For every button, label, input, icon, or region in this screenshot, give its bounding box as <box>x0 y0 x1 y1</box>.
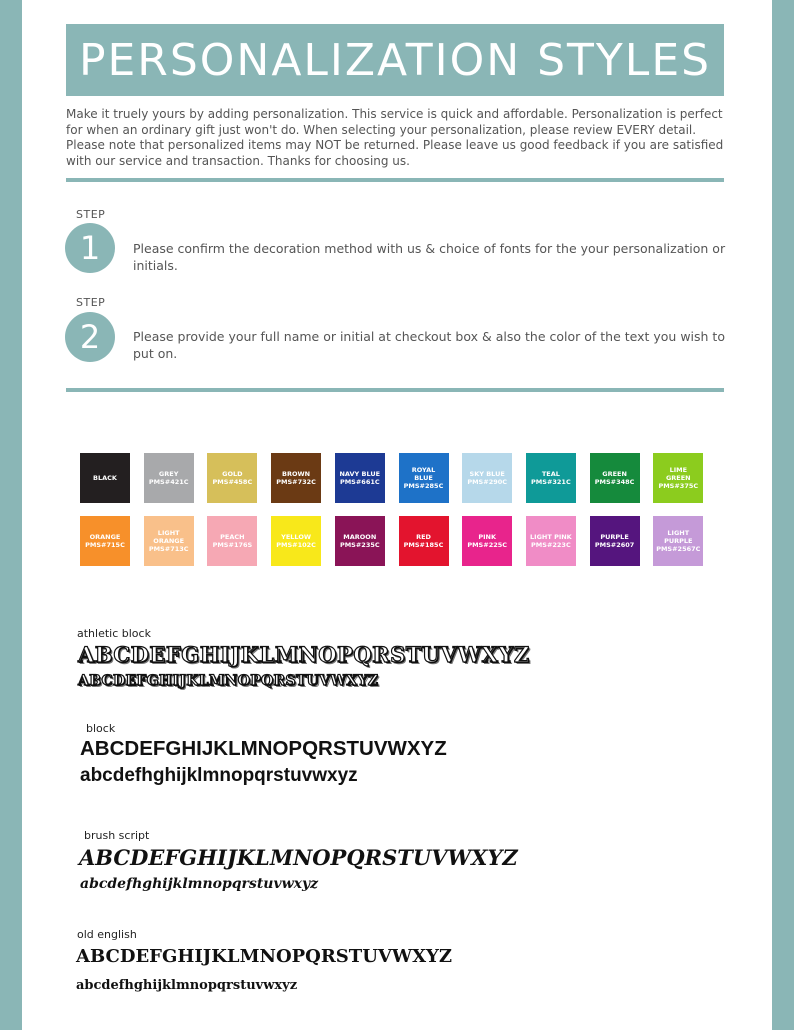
color-swatch <box>462 516 512 566</box>
color-pms-code: PMS#225C <box>467 541 508 549</box>
color-swatch-label <box>653 466 703 490</box>
color-swatch-label <box>209 533 257 549</box>
color-swatch-label <box>81 533 129 549</box>
color-name: YELLOW <box>281 533 312 541</box>
color-swatch <box>144 516 194 566</box>
color-swatch-label <box>463 470 511 486</box>
color-pms-code: PMS#348C <box>594 478 635 486</box>
page-title: PERSONALIZATION STYLES <box>78 34 712 86</box>
color-swatch <box>653 453 703 503</box>
color-pms-code: PMS#732C <box>276 478 316 486</box>
color-swatch <box>335 516 385 566</box>
color-swatch <box>526 516 576 566</box>
step-1-text: Please confirm the decoration method with us & choice of fonts for the your personalization or initials. <box>133 241 726 273</box>
color-name: LIGHT PINK <box>530 533 572 541</box>
title-banner <box>66 24 724 96</box>
color-name: BROWN <box>282 470 311 478</box>
color-name: ORANGE <box>89 533 121 541</box>
color-name: ROYAL BLUE <box>411 466 436 482</box>
font-label-athletic-block: athletic block <box>77 627 151 640</box>
font-sample-block-upper: ABCDEFGHIJKLMNOPQRSTUVWXYZ <box>80 737 447 760</box>
color-pms-code: PMS#321C <box>531 478 571 486</box>
color-swatch <box>207 516 257 566</box>
color-swatch <box>590 453 640 503</box>
color-swatch <box>271 453 321 503</box>
color-pms-code: PMS#2607 <box>594 541 635 549</box>
color-name: PINK <box>478 533 497 541</box>
color-pms-code: PMS#661C <box>339 478 380 486</box>
color-pms-code: PMS#102C <box>276 541 316 549</box>
color-swatch-label <box>272 533 320 549</box>
color-pms-code: PMS#2567C <box>656 545 701 553</box>
color-name: PEACH <box>220 533 245 541</box>
color-name: SKY BLUE <box>469 470 505 478</box>
color-pms-code: PMS#285C <box>403 482 444 490</box>
font-sample-athletic-upper: ABCDEFGHIJKLMNOPQRSTUVWXYZ <box>78 642 530 667</box>
color-swatch-label <box>335 470 384 486</box>
color-pms-code: PMS#421C <box>148 478 189 486</box>
color-name: NAVY BLUE <box>339 470 381 478</box>
color-name: LIGHT PURPLE <box>664 529 693 545</box>
font-sample-brush-upper: ABCDEFGHIJKLMNOPQRSTUVWXYZ <box>79 845 518 870</box>
font-sample-athletic-lower: ABCDEFGHIJKLMNOPQRSTUVWXYZ <box>78 673 379 689</box>
color-name: LIGHT ORANGE <box>153 529 185 545</box>
color-pms-code: PMS#715C <box>85 541 125 549</box>
color-swatch <box>80 516 130 566</box>
step-2-number: 2 <box>65 312 115 362</box>
color-swatch <box>399 516 449 566</box>
color-name: LIME GREEN <box>665 466 691 482</box>
font-label-old-english: old english <box>77 928 137 941</box>
page <box>22 0 772 1030</box>
color-pms-code: PMS#713C <box>148 545 189 553</box>
color-swatch <box>526 453 576 503</box>
color-swatch <box>271 516 321 566</box>
color-name: PURPLE <box>600 533 629 541</box>
color-swatch <box>335 453 385 503</box>
color-pms-code: PMS#290C <box>467 478 508 486</box>
color-swatch-label <box>336 533 384 549</box>
color-swatch-label <box>209 470 257 486</box>
color-swatch-label <box>591 470 639 486</box>
font-sample-brush-lower: abcdefhghijklmnopqrstuvwxyz <box>80 876 319 892</box>
color-swatch-label <box>526 533 576 549</box>
divider-bottom <box>66 388 724 392</box>
font-label-block: block <box>86 722 116 735</box>
color-swatch-label <box>591 533 638 549</box>
color-swatch <box>462 453 512 503</box>
font-sample-old-english-upper: ABCDEFGHIJKLMNOPQRSTUVWXYZ <box>76 946 453 967</box>
color-name: RED <box>416 533 431 541</box>
color-pms-code: PMS#185C <box>403 541 444 549</box>
color-swatch-label <box>145 470 193 486</box>
step-1-label: STEP <box>76 208 106 221</box>
color-name: GREY <box>158 470 179 478</box>
color-swatch <box>399 453 449 503</box>
color-swatch-label <box>272 470 320 486</box>
step-1-number: 1 <box>65 223 115 273</box>
color-swatch-label <box>144 529 194 553</box>
color-swatch-label <box>89 474 121 482</box>
color-name: MAROON <box>343 533 377 541</box>
step-2-text: Please provide your full name or initial at checkout box & also the color of the text you wish to put on. <box>133 329 725 361</box>
color-name: GOLD <box>222 470 243 478</box>
intro-paragraph: Make it truely yours by adding personalization. This service is quick and affordable. Personalization is perfect for when an ordinary gift just won't do. When selecting your personalization, please review EVERY detail. Please note that personalized items may NOT be returned. Please leave us good feedback if you are satisfied with our service and transaction. Thanks for choosing us. <box>66 107 724 168</box>
font-sample-block-lower: abcdefhghijklmnopqrstuvwxyz <box>80 765 358 786</box>
color-swatch <box>207 453 257 503</box>
color-pms-code: PMS#176S <box>212 541 253 549</box>
color-swatch-label <box>652 529 704 553</box>
color-swatch-label <box>527 470 575 486</box>
color-swatch-label <box>399 466 449 490</box>
color-name: GREEN <box>602 470 627 478</box>
color-swatch <box>653 516 703 566</box>
divider-top <box>66 178 724 182</box>
font-sample-old-english-lower: abcdefhghijklmnopqrstuvwxyz <box>76 978 298 993</box>
color-pms-code: PMS#458C <box>212 478 253 486</box>
color-swatch <box>590 516 640 566</box>
font-label-brush-script: brush script <box>84 829 150 842</box>
color-swatch-label <box>463 533 511 549</box>
step-2-label: STEP <box>76 296 106 309</box>
color-swatch <box>80 453 130 503</box>
color-name: BLACK <box>93 474 117 482</box>
color-pms-code: PMS#235C <box>339 541 380 549</box>
color-pms-code: PMS#375C <box>658 482 699 490</box>
color-name: TEAL <box>541 470 560 478</box>
color-swatch <box>144 453 194 503</box>
color-pms-code: PMS#223C <box>531 541 571 549</box>
color-swatch-label <box>400 533 448 549</box>
